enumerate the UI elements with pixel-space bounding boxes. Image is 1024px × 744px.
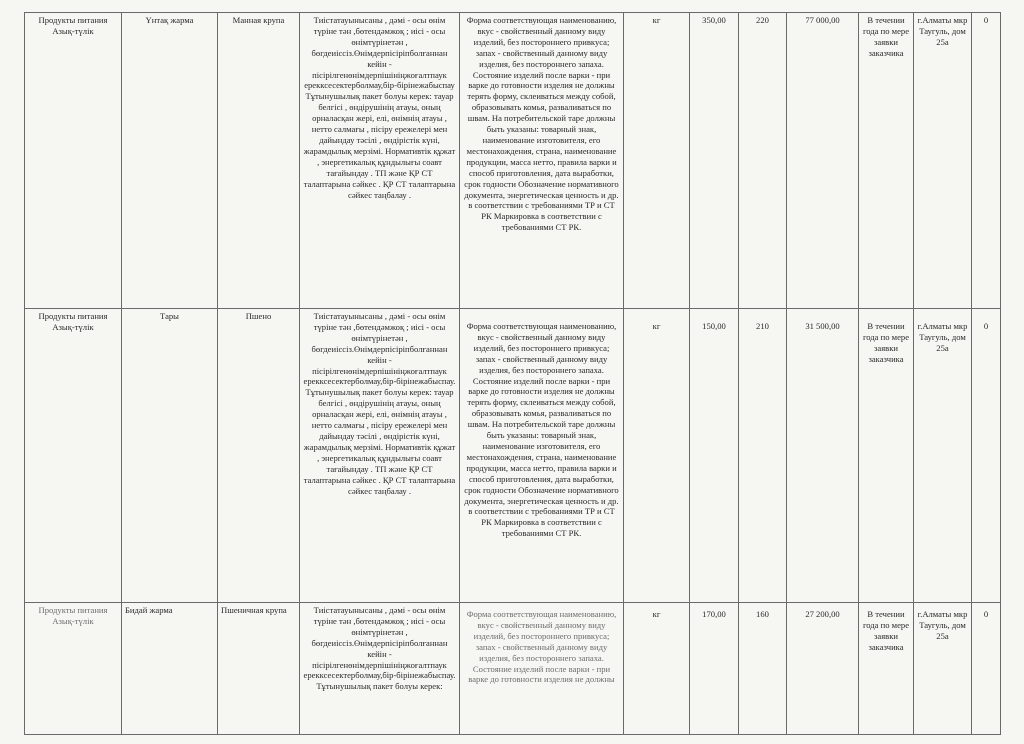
spec-ru-cell: Форма соответствующая наименованию, вкус - свойственный данному виду изделий, без постороннего привкуса; запах - свойственный данному виду изделия, без постороннего запаха. Состояние изделий после варки - при варке до готовности изделия не должны [460,603,624,735]
price-cell: 170,00 [690,603,739,735]
unit-cell: кг [624,13,690,309]
unit-cell: кг [624,603,690,735]
spec-ru-cell: Форма соответствующая наименованию, вкус - свойственный данному виду изделий, без постороннего привкуса; запах - свойственный данному виду изделия, без постороннего запаха. Состояние изделий после варки - при варке до готовности изделия не должны терять форму, склеиваться между собой, образовывать комья, разваливаться по швам. На потребительской таре должны быть указаны: товарный знак, наименование изготовителя, его местонахождения, страна, наименование продукции, масса нетто, правила варки и способ приготовления, дата выработки, срок годности Обозначение нормативного документа, энергетическая ценность и др. в соответствии с требованиями ТР и СТ РК Маркировка в соответствии с требованиями СТ РК. [460,309,624,603]
name-kz-cell: Үнтақ жарма [122,13,218,309]
place-cell: г.Алматы мкр Таугуль, дом 25а [914,309,972,603]
term-cell: В течении года по мере заявки заказчика [859,13,914,309]
spec-kz-cell: Тиістатауынысаны , дәмі - осы өнім түріне тән ,бөтендәмжоқ ; иісі - осы өнімтүрінетән , бөгдеиіссіз.Өнімдерпісіріпболғаннан кейін - пісірілгенөнімдерпішініңжоғалтпаук ерекксесектерболмау,бір-бірінежабыспау. Тұтынушылық пакет болуы керек: тауар белгісі , өндірушінің атауы, оның орналасқан жері, елі, өнімнің атауы , нетто салмағы , пісіру ережелері мен дайындау тәсілі , өндірістік күні, жарамдылық мерзімі. Нормативтік құжат , энергетикалық құндылығы соавт тағайындау . ТП және ҚР СТ талаптарына сәйкес . ҚР СТ талаптарына сәйкес таңбалау . [300,309,460,603]
sum-cell: 31 500,00 [787,309,859,603]
name-ru-cell: Пшено [218,309,300,603]
advance-cell: 0 [972,603,1001,735]
price-cell: 350,00 [690,13,739,309]
place-cell: г.Алматы мкр Таугуль, дом 25а [914,13,972,309]
spec-kz-cell: Тиістатауынысаны , дәмі - осы өнім түріне тән ,бөтендәмжоқ ; иісі - осы өнімтүрінетән , бөгдеиіссіз.Өнімдерпісіріпболғаннан кейін - пісірілгенөнімдерпішініңжоғалтпаук ерекксесектерболмау,бір-бірінежабыспау Тұтынушылық пакет болуы керек: тауар белгісі , өндірушінің атауы, оның орналасқан жері, елі, өнімнің атауы , нетто салмағы , пісіру ережелері мен дайындау тәсілі , өндірістік күні, жарамдылық мерзімі. Нормативтік құжат , энергетикалық құндылығы соавт тағайындау . ТП және ҚР СТ талаптарына сәйкес . ҚР СТ талаптарына сәйкес таңбалау . [300,13,460,309]
advance-cell: 0 [972,13,1001,309]
spec-ru-cell: Форма соответствующая наименованию, вкус - свойственный данному виду изделий, без постороннего привкуса; запах - свойственный данному виду изделия, без постороннего запаха. Состояние изделий после варки - при варке до готовности изделия не должны терять форму, склеиваться между собой, образовывать комья, разваливаться по швам. На потребительской таре должны быть указаны: товарный знак, наименование изготовителя, его местонахождения, страна, наименование продукции, масса нетто, правила варки и способ приготовления, дата выработки, срок годности Обозначение нормативного документа, энергетическая ценность и др. в соответствии с требованиями ТР и СТ РК Маркировка в соответствии с требованиями СТ РК. [460,13,624,309]
name-ru-cell: Пшеничная крупа [218,603,300,735]
advance-cell: 0 [972,309,1001,603]
qty-cell: 220 [739,13,787,309]
price-cell: 150,00 [690,309,739,603]
term-cell: В течении года по мере заявки заказчика [859,603,914,735]
unit-cell: кг [624,309,690,603]
term-cell: В течении года по мере заявки заказчика [859,309,914,603]
table-row [25,309,1001,603]
qty-cell: 210 [739,309,787,603]
place-cell: г.Алматы мкр Таугуль, дом 25а [914,603,972,735]
sum-cell: 77 000,00 [787,13,859,309]
category-cell: Продукты питания Азық-түлік [25,309,122,603]
name-kz-cell: Тары [122,309,218,603]
table-row [25,13,1001,309]
spec-kz-cell: Тиістатауынысаны , дәмі - осы өнім түріне тән ,бөтендәмжоқ ; иісі - осы өнімтүрінетән , бөгдеиіссіз.Өнімдерпісіріпболғаннан кейін - пісірілгенөнімдерпішініңжоғалтпаук ерекксесектерболмау,бір-бірінежабыспау. Тұтынушылық пакет болуы керек: [300,603,460,735]
sum-cell: 27 200,00 [787,603,859,735]
qty-cell: 160 [739,603,787,735]
procurement-table [24,12,1001,735]
category-cell: Продукты питания Азық-түлік [25,13,122,309]
table-row [25,603,1001,735]
name-ru-cell: Манная крупа [218,13,300,309]
name-kz-cell: Бидай жарма [122,603,218,735]
category-cell: Продукты питания Азық-түлік [25,603,122,735]
